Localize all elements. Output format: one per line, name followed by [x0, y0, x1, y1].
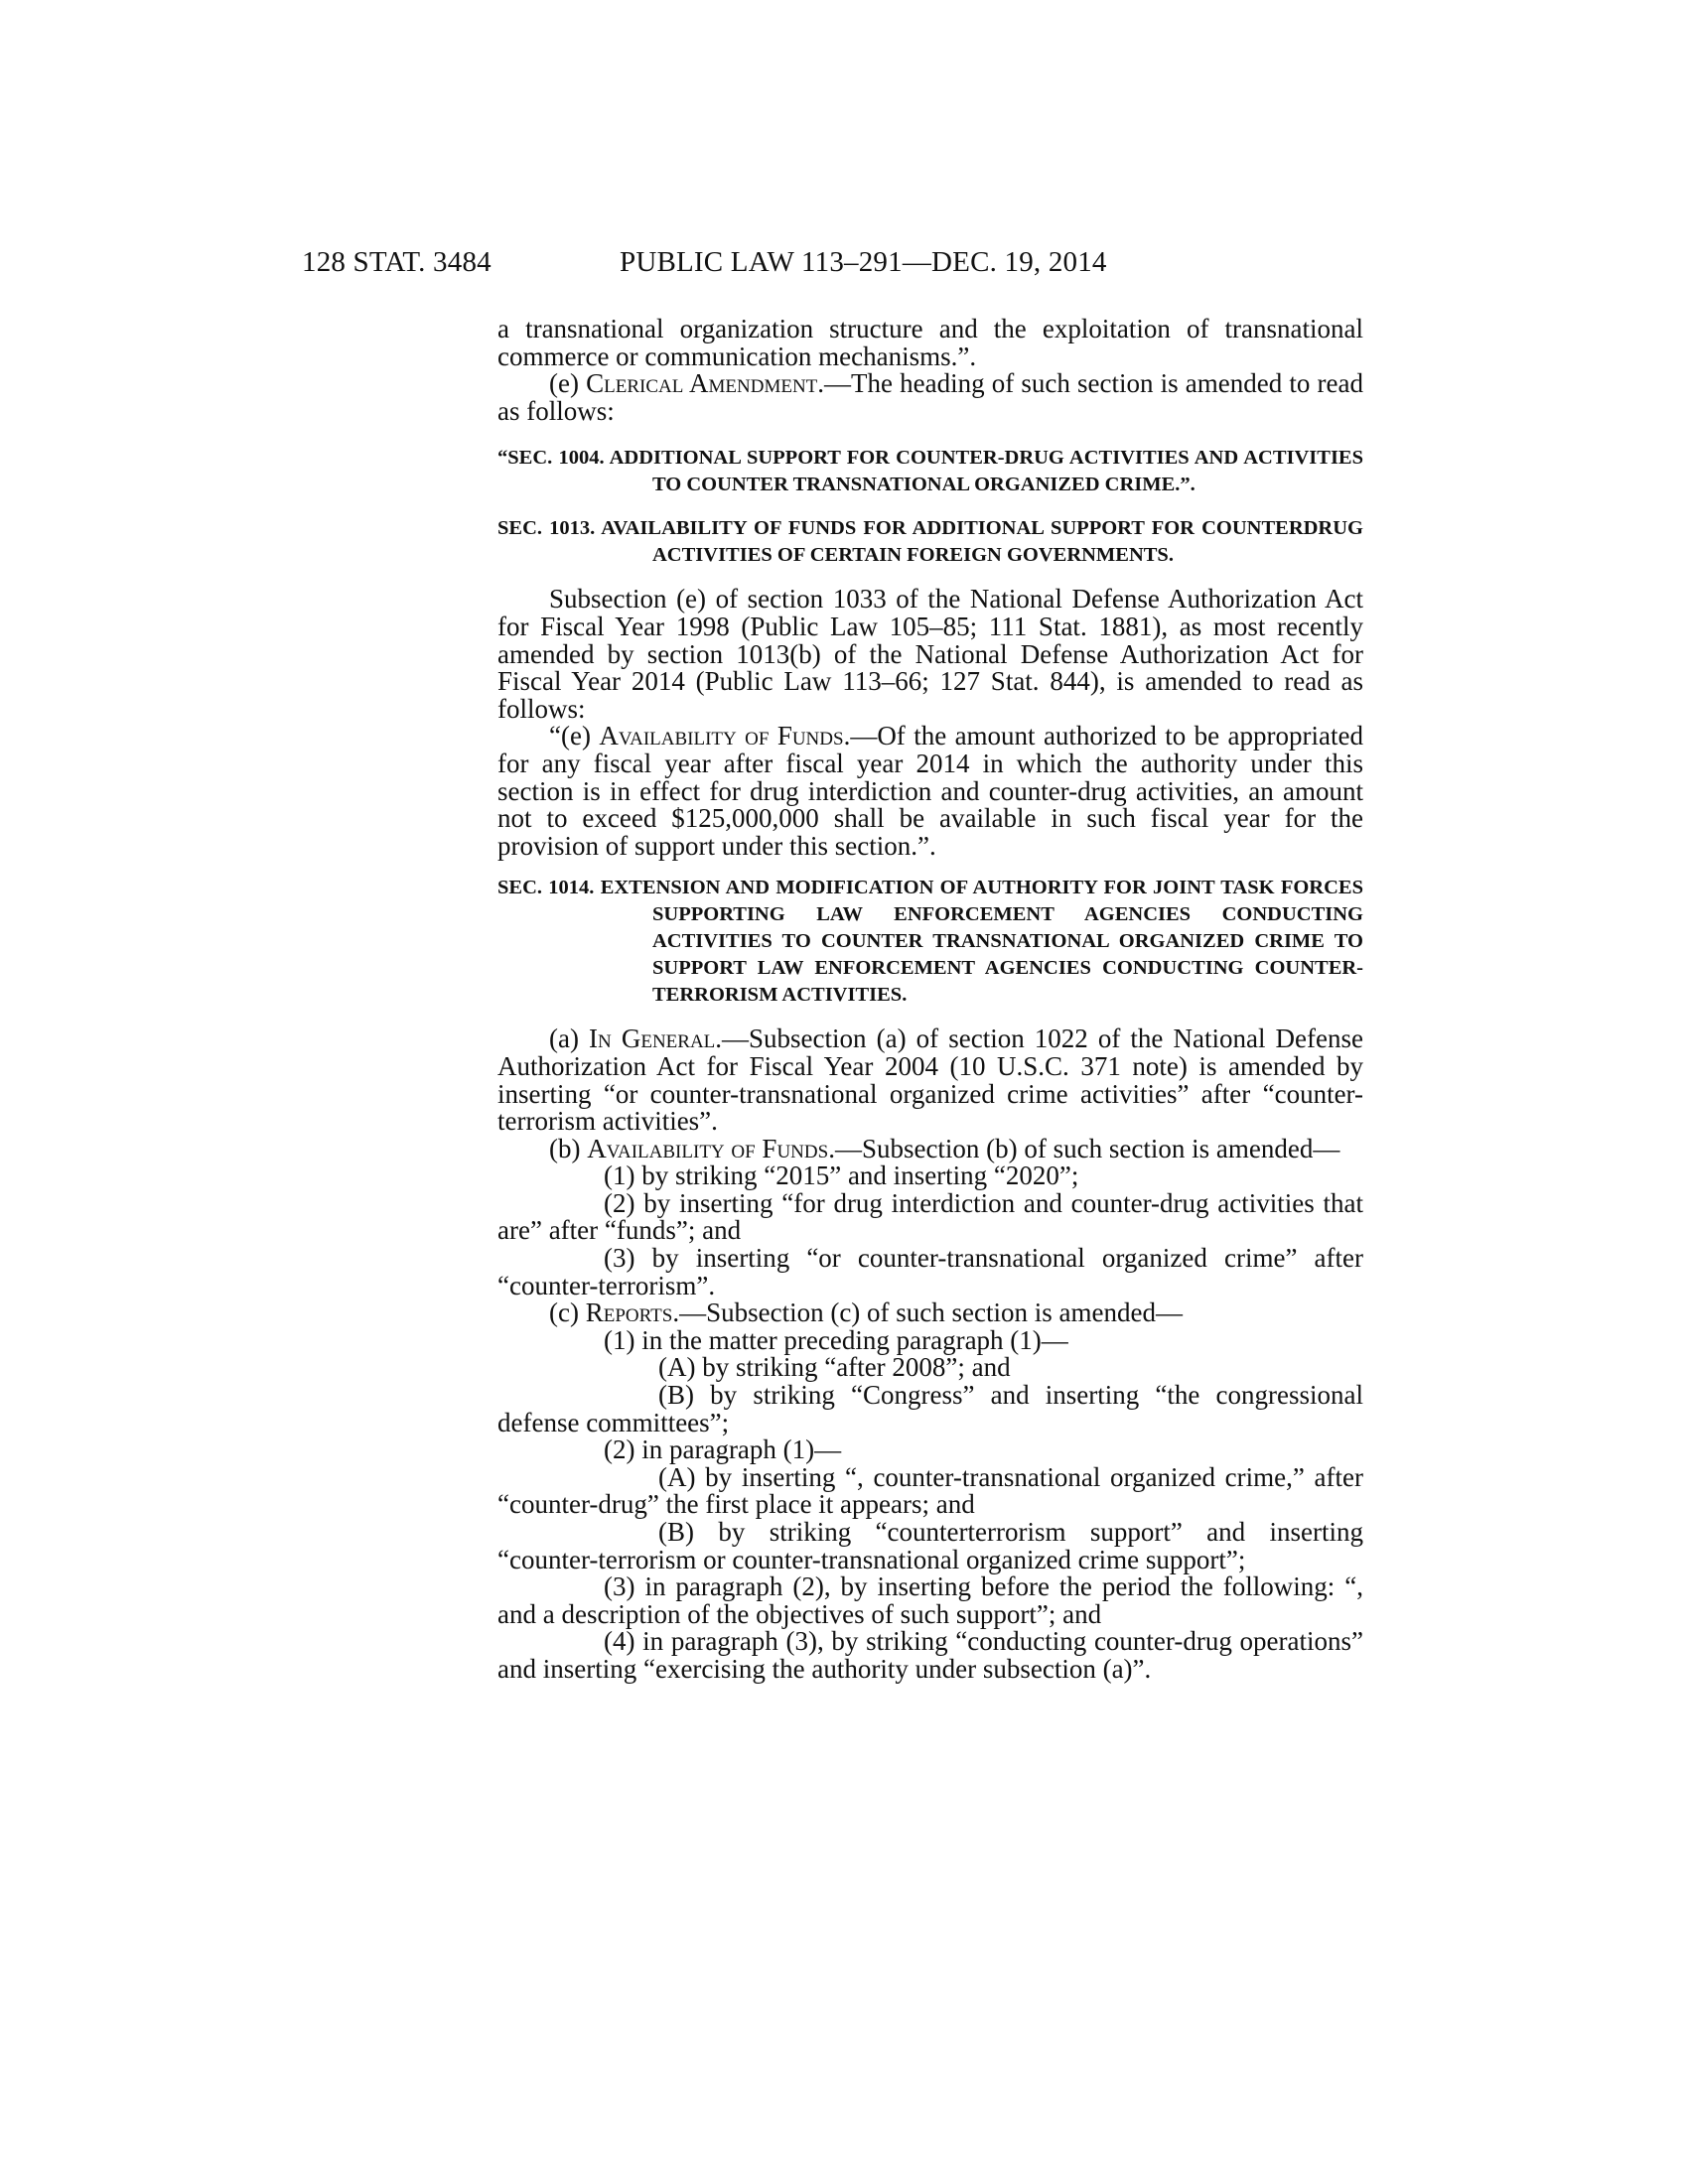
paragraph-b3: (3) by inserting “or counter-transnational organized crime” after “counter-terrorism”.	[497, 1243, 1363, 1300]
subsection-b-text: .—Subsection (b) of such section is amended—	[828, 1133, 1340, 1163]
section-heading-1004: “SEC. 1004. ADDITIONAL SUPPORT FOR COUNTER-DRUG ACTIVITIES AND ACTIVITIES TO COUNTER TRANSNATIONAL ORGANIZED CRIME.”.	[497, 447, 1363, 496]
clerical-text: .—The heading of such section is amended to read as follows:	[497, 368, 1364, 426]
subsection-a-label: (a)	[549, 1024, 590, 1054]
subsection-b-heading: Availability of Funds	[587, 1133, 829, 1163]
subsection-a	[497, 1025, 1363, 1135]
clerical-label: (e)	[549, 368, 587, 399]
subsection-c-label: (c)	[549, 1297, 586, 1328]
subsection-c-heading: Reports	[585, 1297, 673, 1328]
subsection-c	[497, 1299, 1363, 1327]
paragraph-c2: (2) in paragraph (1)—	[604, 1434, 842, 1465]
paragraph-clerical-amendment	[497, 370, 1363, 425]
document-body	[497, 316, 1363, 1684]
availability-heading: Availability of Funds	[599, 721, 844, 751]
availability-text: .—Of the amount authorized to be appropriated for any fiscal year after fiscal year 2014 in which the authority under this section is in effect for drug interdiction and counter-drug activities, an amount not to exceed $125,000,000 shall be available in such fiscal year for the provision of support under this section.”.	[497, 721, 1363, 861]
paragraph-availability-of-funds	[497, 723, 1363, 860]
statute-page-number: 128 STAT. 3484	[302, 246, 492, 278]
subsection-b-label: (b)	[549, 1133, 588, 1163]
subsection-b	[497, 1133, 1363, 1163]
subparagraph-c2A: (A) by inserting “, counter-transnational organized crime,” after “counter-drug” the first place it appears; and	[497, 1461, 1363, 1520]
paragraph-c1: (1) in the matter preceding paragraph (1)—	[604, 1324, 1068, 1355]
page-header	[302, 246, 1394, 286]
paragraph-sec1013-intro: Subsection (e) of section 1033 of the National Defense Authorization Act for Fiscal Year 1998 (Public Law 105–85; 111 Stat. 1881), as most recently amended by section 1013(b) of the National Defense Authorization Act for Fiscal Year 2014 (Public Law 113–66; 127 Stat. 844), is amended to read as follows:	[497, 584, 1363, 724]
subsection-a-heading: In General	[589, 1024, 716, 1054]
subparagraph-c2B: (B) by striking “counterterrorism support” and inserting “counter-terrorism or counter-transnational organized crime support”;	[497, 1517, 1363, 1574]
section-heading-1014: SEC. 1014. EXTENSION AND MODIFICATION OF AUTHORITY FOR JOINT TASK FORCES SUPPORTING LAW ENFORCEMENT AGENCIES CONDUCTING ACTIVITIES TO COUNTER TRANSNATIONAL ORGANIZED CRIME TO SUPPORT LAW ENFORCEMENT AGENCIES CONDUCTING COUNTER-TERRORISM ACTIVITIES.	[497, 877, 1363, 1007]
public-law-title: PUBLIC LAW 113–291—DEC. 19, 2014	[620, 246, 1107, 278]
availability-label: “(e)	[549, 721, 600, 751]
paragraph-c4: (4) in paragraph (3), by striking “conducting counter-drug operations” and inserting “exercising the authority under subsection (a)”.	[497, 1626, 1363, 1684]
subsection-a-text: .—Subsection (a) of section 1022 of the National Defense Authorization Act for Fiscal Year 2004 (10 U.S.C. 371 note) is amended by inserting “or counter-transnational organized crime activities” after “counter-terrorism activities”.	[497, 1024, 1363, 1137]
subsection-c-text: .—Subsection (c) of such section is amended—	[672, 1297, 1183, 1328]
paragraph-b2: (2) by inserting “for drug interdiction and counter-drug activities that are” after “funds”; and	[497, 1187, 1363, 1246]
clerical-heading: Clerical Amendment	[586, 368, 818, 399]
paragraph-b1: (1) by striking “2015” and inserting “2020”;	[604, 1160, 1079, 1191]
paragraph-c3: (3) in paragraph (2), by inserting before the period the following: “, and a description of the objectives of such support”; and	[497, 1571, 1363, 1629]
paragraph-continuation: a transnational organization structure and the exploitation of transnational commerce or communication mechanisms.”.	[497, 314, 1363, 371]
subparagraph-c1B: (B) by striking “Congress” and inserting “the congressional defense committees”;	[497, 1380, 1363, 1437]
section-heading-1013: SEC. 1013. AVAILABILITY OF FUNDS FOR ADDITIONAL SUPPORT FOR COUNTERDRUG ACTIVITIES OF CERTAIN FOREIGN GOVERNMENTS.	[497, 517, 1363, 567]
subparagraph-c1A: (A) by striking “after 2008”; and	[658, 1352, 1011, 1383]
